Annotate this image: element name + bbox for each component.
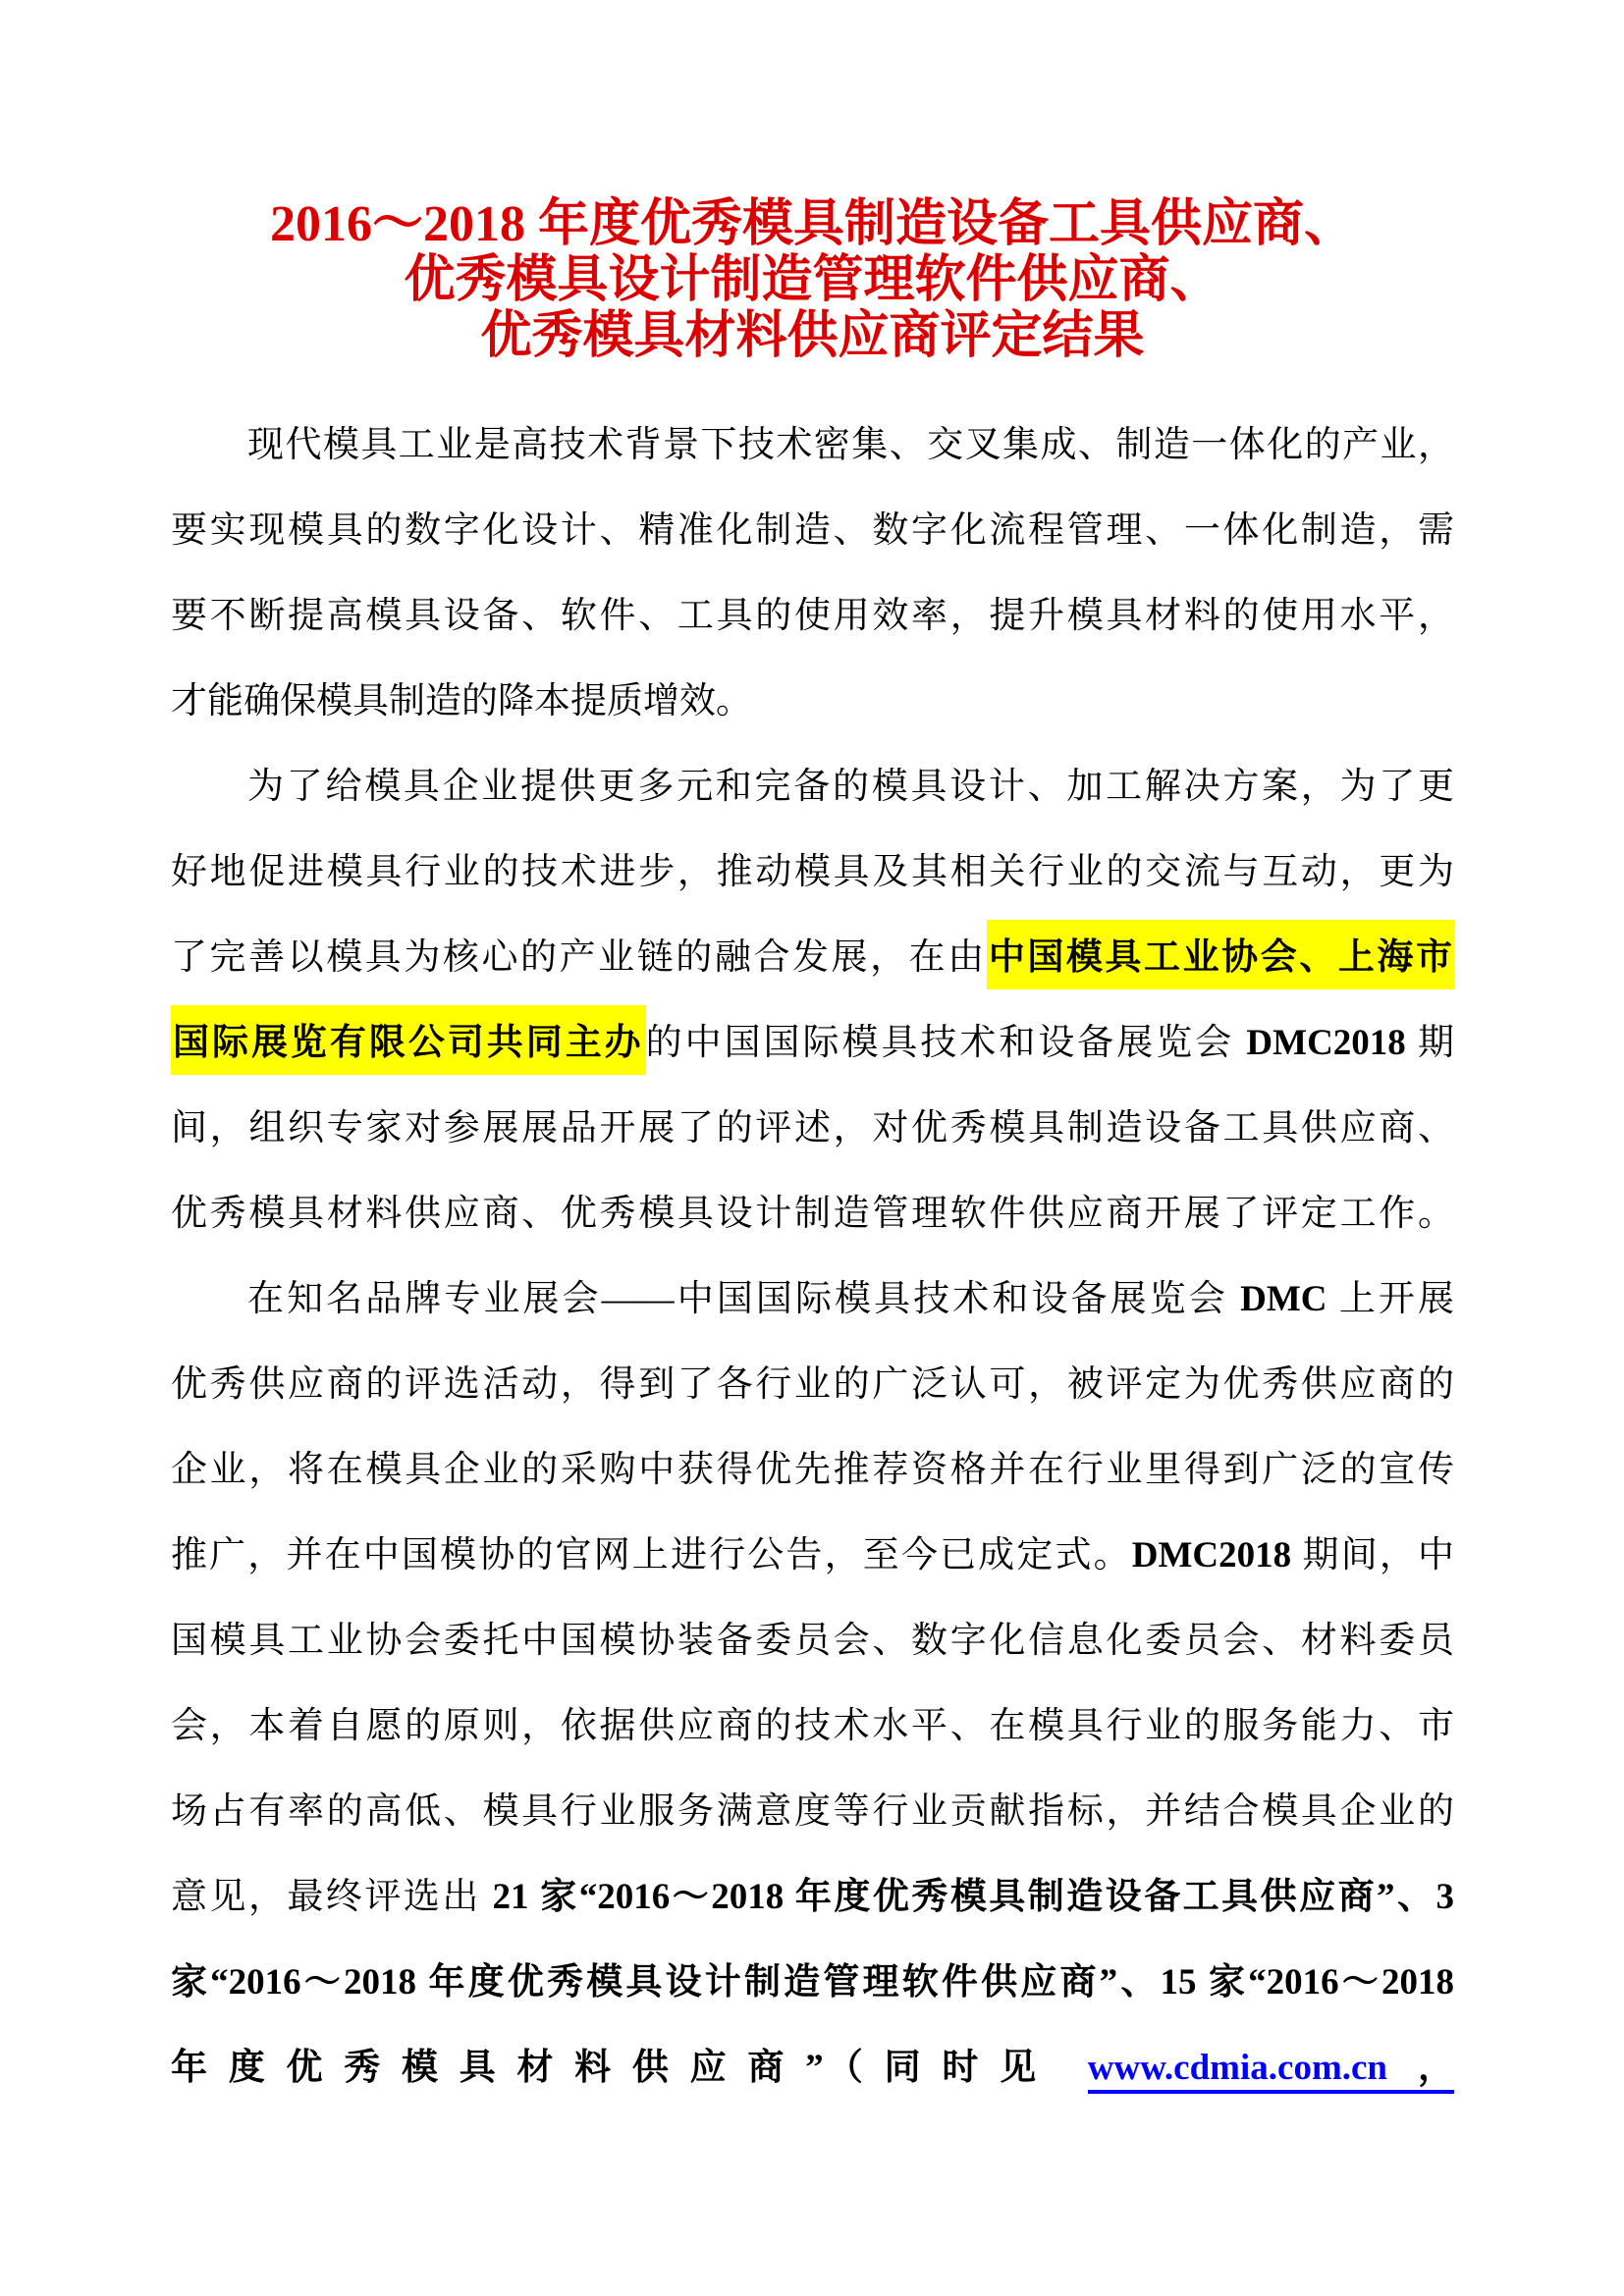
text-segment: 要不断提高模具设备、软件、工具的使用效率，提升模具材料的使用水平， <box>171 596 1454 636</box>
hyperlink[interactable]: www.cdmia.com.cn <box>1087 2048 1388 2088</box>
body-line-p3-l2 <box>171 1342 1454 1427</box>
document-body <box>171 402 1454 2110</box>
body-line-p3-l7 <box>171 1769 1454 1854</box>
body-line-p2-l4 <box>171 1000 1454 1086</box>
highlighted-text: 中国模具工业协会、上海市 <box>987 920 1454 989</box>
body-line-p1-l2 <box>171 488 1454 573</box>
title-line-1: 2016～2018 年度优秀模具制造设备工具供应商、 <box>269 196 1355 252</box>
body-line-p3-l3 <box>171 1427 1454 1513</box>
body-line-p3-l10 <box>171 2025 1454 2110</box>
text-segment: 要实现模具的数字化设计、精准化制造、数字化流程管理、一体化制造，需 <box>171 510 1454 551</box>
text-segment: DMC2018 <box>1246 1023 1406 1063</box>
text-segment: 间，组织专家对参展展品开展了的评述，对优秀模具制造设备工具供应商、 <box>171 1108 1454 1148</box>
document-content <box>171 0 1454 2110</box>
text-segment: 好地促进模具行业的技术进步，推动模具及其相关行业的交流与互动，更为 <box>171 852 1454 892</box>
text-segment: 会，本着自愿的原则，依据供应商的技术水平、在模具行业的服务能力、市 <box>171 1706 1454 1746</box>
text-segment: 优秀模具材料供应商、优秀模具设计制造管理软件供应商开展了评定工作。 <box>171 1194 1454 1234</box>
title-line-3: 优秀模具材料供应商评定结果 <box>480 308 1145 364</box>
body-line-p3-l6 <box>171 1683 1454 1769</box>
body-line-p3-l5 <box>171 1598 1454 1683</box>
body-line-p2-l1 <box>171 744 1454 829</box>
text-segment: ， <box>1387 2048 1455 2088</box>
body-line-p1-l1 <box>171 402 1454 488</box>
body-line-p1-l4 <box>171 659 1454 744</box>
body-line-p2-l2 <box>171 829 1454 915</box>
text-segment: 意见，最终评选出 <box>171 1877 493 1917</box>
text-segment: 的中国国际模具技术和设备展览会 <box>645 1023 1247 1063</box>
text-segment: 21 家“2016～2018 年度优秀模具制造设备工具供应商”、3 <box>492 1877 1455 1917</box>
text-segment: 为了给模具企业提供更多元和完备的模具设计、加工解决方案，为了更 <box>247 767 1454 807</box>
text-segment: 家“2016～2018 年度优秀模具设计制造管理软件供应商”、15 家“2016～2018 <box>171 1962 1454 2002</box>
text-segment: 了完善以模具为核心的产业链的融合发展，在由 <box>171 937 987 978</box>
text-segment: DMC2018 <box>1131 1535 1292 1575</box>
text-segment: 期间，中 <box>1291 1535 1455 1575</box>
document-title <box>171 196 1454 364</box>
text-segment: 场占有率的高低、模具行业服务满意度等行业贡献指标，并结合模具企业的 <box>171 1791 1454 1832</box>
body-line-p3-l9 <box>171 1940 1454 2025</box>
text-segment: 期 <box>1405 1023 1455 1063</box>
text-segment: DMC <box>1240 1279 1327 1319</box>
highlighted-text: 国际展览有限公司共同主办 <box>171 1005 646 1075</box>
body-line-p3-l4 <box>171 1513 1454 1598</box>
body-line-p2-l5 <box>171 1086 1454 1171</box>
link-underline-group <box>1088 2048 1454 2094</box>
body-line-p3-l8 <box>171 1854 1454 1940</box>
text-segment: 企业，将在模具企业的采购中获得优先推荐资格并在行业里得到广泛的宣传 <box>171 1450 1454 1490</box>
body-line-p3-l1 <box>171 1256 1454 1342</box>
text-segment: 上开展 <box>1326 1279 1455 1319</box>
text-segment: 国模具工业协会委托中国模协装备委员会、数字化信息化委员会、材料委员 <box>171 1621 1454 1661</box>
title-line-2: 优秀模具设计制造管理软件供应商、 <box>404 252 1221 308</box>
text-segment: 优秀供应商的评选活动，得到了各行业的广泛认可，被评定为优秀供应商的 <box>171 1364 1454 1405</box>
text-segment: 在知名品牌专业展会——中国国际模具技术和设备展览会 <box>247 1279 1241 1319</box>
text-segment: 现代模具工业是高技术背景下技术密集、交叉集成、制造一体化的产业， <box>247 425 1454 465</box>
body-line-p2-l3 <box>171 915 1454 1000</box>
text-segment: 才能确保模具制造的降本提质增效。 <box>171 681 752 721</box>
text-segment: 推广，并在中国模协的官网上进行公告，至今已成定式。 <box>171 1535 1132 1575</box>
text-segment: 年度优秀模具材料供应商”（同时见 <box>171 2048 1088 2088</box>
body-line-p1-l3 <box>171 573 1454 659</box>
body-line-p2-l6 <box>171 1171 1454 1256</box>
